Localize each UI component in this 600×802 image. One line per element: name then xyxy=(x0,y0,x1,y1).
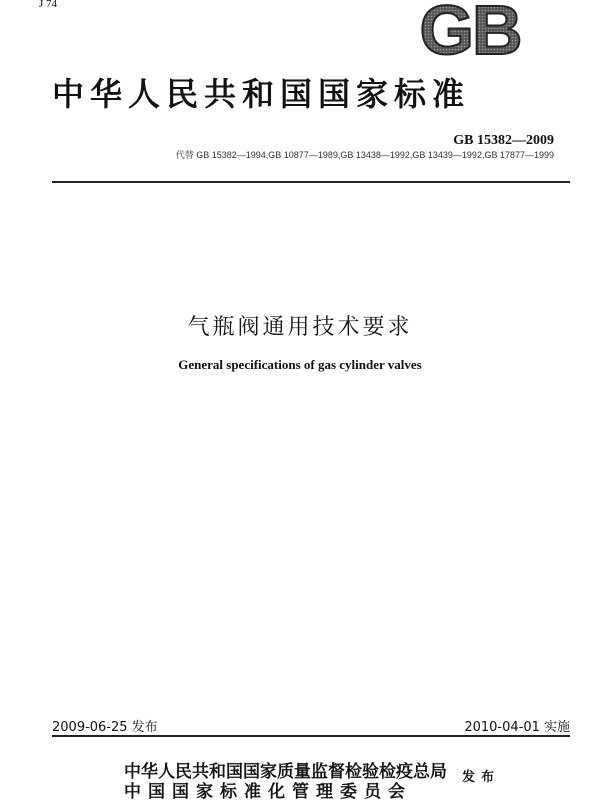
national-standard-title: 中华人民共和国国家标准 xyxy=(52,75,471,113)
implementation-date: 2010-04-01 实施 xyxy=(464,720,570,735)
standard-number: GB 15382—2009 xyxy=(453,133,554,148)
issuer-sac: 中国国家标准化管理委员会 xyxy=(124,782,412,802)
document-title-english: General specifications of gas cylinder valves xyxy=(178,357,422,372)
header-rule xyxy=(52,181,570,183)
document-title-chinese: 气瓶阀通用技术要求 xyxy=(187,315,413,340)
classification-code: J 74 xyxy=(39,0,58,10)
replaces-standards: 代替 GB 15382—1994,GB 10877—1989,GB 13438—1992,GB 13439—1992,GB 17877—1999 xyxy=(175,150,554,160)
gb-logo-text: GB xyxy=(419,0,521,60)
gb-logo xyxy=(406,0,534,60)
issue-date: 2009-06-25 发布 xyxy=(52,720,158,735)
publish-label: 发布 xyxy=(462,770,501,785)
footer-rule xyxy=(52,735,570,737)
issuer-aqsiq: 中华人民共和国国家质量监督检验检疫总局 xyxy=(124,762,447,782)
